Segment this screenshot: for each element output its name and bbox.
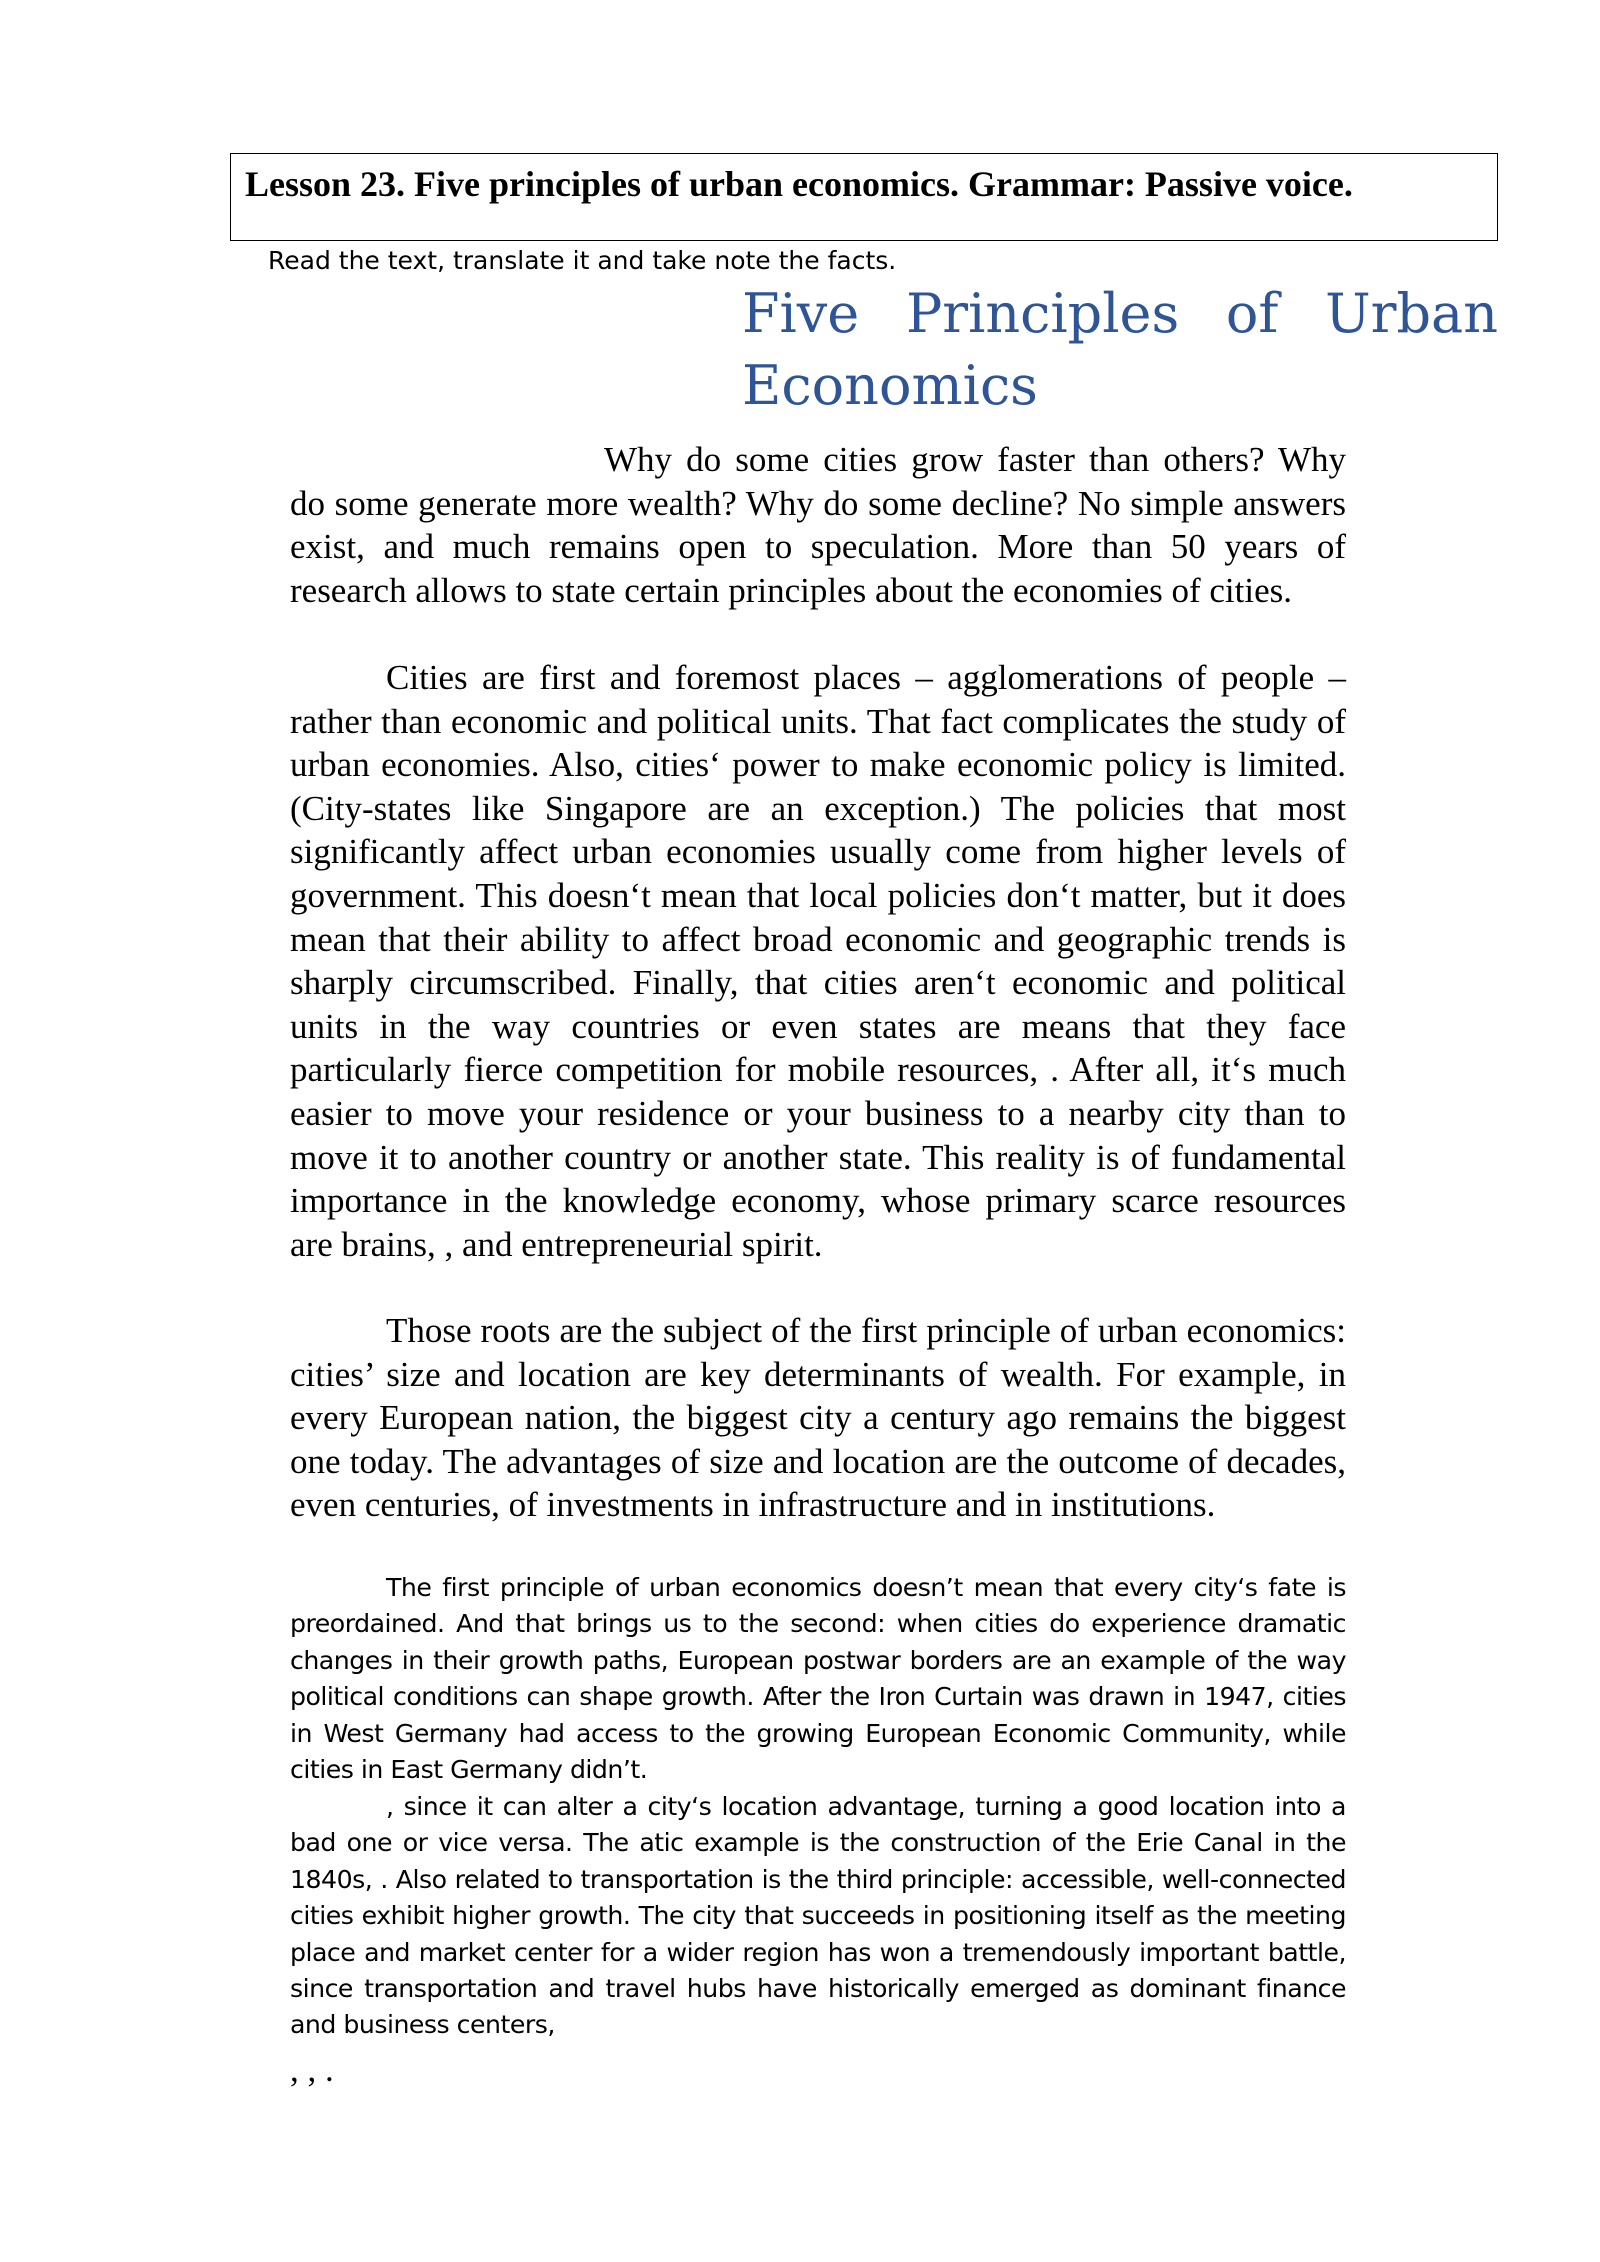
trailing-punctuation: , , . <box>290 2050 334 2089</box>
instruction-text: Read the text, translate it and take note the facts. <box>268 246 897 275</box>
paragraph-4: The first principle of urban economics doesn’t mean that every city‘s fate is preordained. And that brings us to the second: when cities do experience dramatic changes in their growth paths, European postwar borders are an example of the way political conditions can shape growth. After the Iron Curtain was drawn in 1947, cities in West Germany had access to the growing European Economic Community, while cities in East Germany didn’t. <box>290 1573 1346 1785</box>
lesson-title: Lesson 23. Five principles of urban economics. Grammar: Passive voice. <box>245 164 1353 204</box>
paragraph-2: Cities are first and foremost places – agglomerations of people – rather than economic and political units. That fact complicates the study of urban economies. Also, cities‘ power to make economic policy is limited. (City-states like Singapore are an exception.) The policies that most significantly affect urban economies usually come from higher levels of government. This doesn‘t mean that local policies don‘t matter, but it does mean that their ability to affect broad economic and geographic trends is sharply circumscribed. Finally, that cities aren‘t economic and political units in the way countries or even states are means that they face particularly fierce competition for mobile resources, . After all, it‘s much easier to move your residence or your business to a nearby city than to move it to another country or another state. This reality is of fundamental importance in the knowledge economy, whose primary scarce resources are brains, , and entrepreneurial spirit. <box>290 658 1346 1264</box>
paragraph-5: , since it can alter a city‘s location advantage, turning a good location into a bad one or vice versa. The atic example is the construction of the Erie Canal in the 1840s, . Also related to transportation is the third principle: accessible, well-connected cities exhibit higher growth. The city that succeeds in positioning itself as the meeting place and market center for a wider region has won a tremendously important battle, since transportation and travel hubs have historically emerged as dominant finance and business centers, <box>290 1792 1346 2040</box>
article-title: Five Principles of Urban Economics <box>742 282 1498 417</box>
lesson-header-box <box>230 153 1498 241</box>
paragraph-1: Why do some cities grow faster than others? Why do some generate more wealth? Why do some decline? No simple answers exist, and much remains open to speculation. More than 50 years of research allows to state certain principles about the economies of cities. <box>290 440 1346 610</box>
paragraph-3: Those roots are the subject of the first principle of urban economics: cities’ size and location are key determinants of wealth. For example, in every European nation, the biggest city a century ago remains the biggest one today. The advantages of size and location are the outcome of decades, even centuries, of investments in infrastructure and in institutions. <box>290 1311 1346 1525</box>
